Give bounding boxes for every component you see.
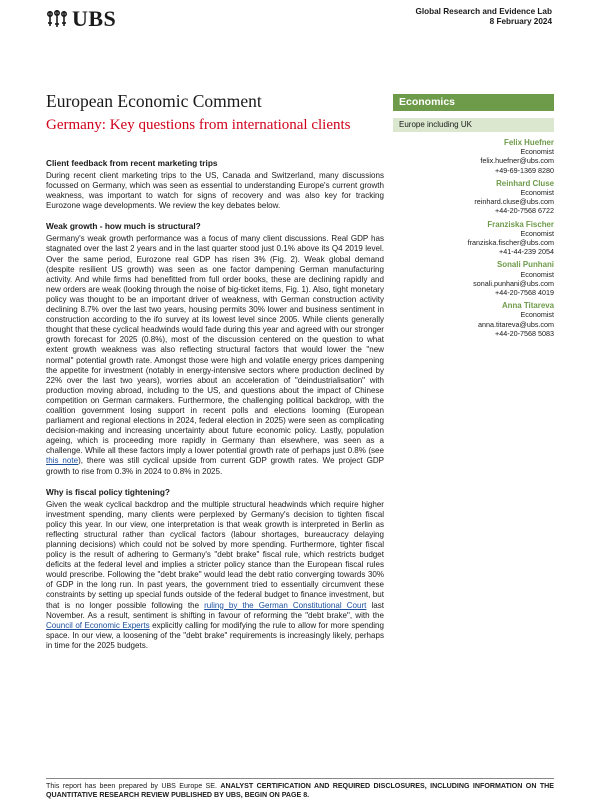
author-phone: +49-69-1369 8280 [495, 165, 554, 175]
author-card [393, 301, 554, 338]
footer-text: This report has been prepared by UBS Europe SE. [46, 782, 221, 790]
paragraph-text: Germany's weak growth performance was a focus of many client discussions. Real GDP has stagnated over the last 2 years and in the last quarter stood just 0.1% above its Q4 2019 level. Over the same period, Eurozone real GDP has risen 3% (Fig. 2). Weak global demand (despite resilient US growth) was seen as one factor dampening German manufacturing activity. And while firms had benefitted from full order books, these are declining rapidly and new orders are weak (looking through the noise of big-ticket items, Fig. 1). Also, tight monetary policy was thought to be an important driver of weakness, with German construction activity declining 8.7% over the last two years, housing permits 30% lower and business sentiment in construction according to the ifo survey at its lowest level since 2005. While clients generally thought that these cyclical headwinds would fade during this year and agreed with our stronger growth forecast for 2025 (0.8%), most of the discussion centered on the question to what extent growth weakness was also reflecting structural factors that would lower the "new normal" potential growth rate. Amongst those were high and volatile energy prices dampening the appetite for investment (notably in energy-intensive sectors where production declined by 22% over the last two years), worries about an acceleration of "deindustrialisation" with production moving abroad, including to the US, and questions about the impact of Chinese competition on German carmakers. Furthermore, the challenging political backdrop, with the coalition government losing support in recent polls and elections looming (European parliament and regional elections in 2024, federal election in 2025) were seen as complicating decision-making and increasing uncertainty about future economic policy. Lastly, population ageing, which is proceeding more rapidly in Germany than elsewhere, was seen as a challenge. While all these factors imply a lower potential growth rate of perhaps just 0.8% (see [46, 234, 384, 456]
section-body-weak-growth [46, 234, 384, 476]
category-label: Economics [393, 94, 554, 111]
author-role: Economist [520, 147, 554, 157]
paragraph-text: explicitly calling for modifying the rule to allow for more spending space. In our view, a loosening of the "debt brake" requirements is increasingly likely, perhaps in time for the 2025 budgets. [46, 620, 384, 650]
footer-divider [46, 778, 554, 779]
author-name: Sonali Punhani [497, 260, 554, 270]
constitutional-court-ruling-link[interactable]: ruling by the German Constitutional Court [204, 600, 367, 610]
author-role: Economist [520, 269, 554, 279]
author-phone: +44-20-7568 4019 [495, 288, 554, 298]
footer-disclosure-notice: ANALYST CERTIFICATION AND REQUIRED DISCLOSURES, INCLUDING INFORMATION ON THE QUANTITATIVE RESEARCH REVIEW PUBLISHED BY UBS, BEGIN ON PAGE 8. [46, 782, 555, 800]
author-card [393, 220, 554, 257]
author-name: Felix Huefner [504, 138, 554, 147]
author-name: Franziska Fischer [487, 219, 554, 229]
author-card [393, 138, 554, 175]
author-list [393, 138, 554, 338]
author-phone: +41-44-239 2054 [499, 247, 554, 257]
ubs-logo [46, 6, 116, 32]
author-role: Economist [520, 310, 554, 320]
page-subtitle: Germany: Key questions from international clients [46, 117, 351, 133]
report-header [415, 7, 552, 27]
author-card [393, 260, 554, 297]
publisher-label: Global Research and Evidence Lab [415, 7, 552, 16]
sidebar [393, 94, 554, 342]
region-label: Europe including UK [393, 118, 554, 132]
author-email[interactable]: felix.huefner@ubs.com [480, 156, 554, 166]
footer-disclosure [46, 782, 554, 800]
author-card [393, 179, 554, 216]
author-email[interactable]: sonali.punhani@ubs.com [473, 278, 554, 288]
author-phone: +44-20-7568 5083 [495, 328, 554, 338]
author-email[interactable]: reinhard.cluse@ubs.com [474, 197, 554, 207]
author-role: Economist [520, 228, 554, 238]
this-note-link[interactable]: this note [46, 456, 79, 466]
author-name: Reinhard Cluse [496, 178, 554, 188]
council-of-economic-experts-link[interactable]: Council of Economic Experts [46, 620, 150, 630]
section-heading-weak-growth: Weak growth - how much is structural? [46, 221, 201, 232]
section-heading-fiscal-policy: Why is fiscal policy tightening? [46, 486, 171, 497]
section-body-fiscal-policy [46, 500, 384, 651]
main-body [46, 158, 384, 661]
author-email[interactable]: anna.titareva@ubs.com [477, 319, 554, 329]
author-phone: +44-20-7568 6722 [495, 206, 554, 216]
logo-text: UBS [72, 6, 117, 31]
section-body-client-feedback: During recent client marketing trips to the US, Canada and Switzerland, many discussions focussed on Germany, which was seen as essential to understanding Europe's current growth weakness, was important to watch for signs of recovery and was also key for tracking Eurozone wage developments. We review the key debates below. [46, 171, 384, 211]
ubs-keys-logo-icon [46, 9, 68, 29]
paragraph-text: last November. As a result, sentiment is shifting in favour of reforming the "debt brake", with the [46, 600, 384, 620]
author-role: Economist [520, 188, 554, 198]
author-name: Anna Titareva [501, 301, 554, 311]
section-heading-client-feedback: Client feedback from recent marketing trips [46, 158, 218, 168]
paragraph-text: ), there was still cyclical upside from current GDP growth rates. We project GDP growth to rise from 0.3% in 2024 to 0.8% in 2025. [46, 456, 385, 476]
author-email[interactable]: franziska.fischer@ubs.com [467, 238, 554, 248]
page-title: European Economic Comment [46, 91, 262, 111]
paragraph-text: Given the weak cyclical backdrop and the multiple structural headwinds which require higher investment spending, many clients were perplexed by Germany's decision to tighten fiscal policy this year. In our view, one interpretation is that weak growth is interpreted in Berlin as reflecting structural rather than cyclical factors (labour shortages, bureaucracy delaying planning decisions) which could not be solved by more spending. Furthermore, tighter fiscal policy is the result of adhering to Germany's "debt brake" fiscal rule, which restricts budget deficits at the federal level and implies a stricter policy stance than the European fiscal rules would prescribe. Following the "debt brake" would lead the debt ratio converging towards 30% of GDP in the long run. In past years, the government tried to essentially circumvent these constraints by setting up special funds outside of the federal budget to finance investment, but that is no longer possible following the [46, 499, 384, 610]
report-date: 8 February 2024 [489, 17, 552, 26]
